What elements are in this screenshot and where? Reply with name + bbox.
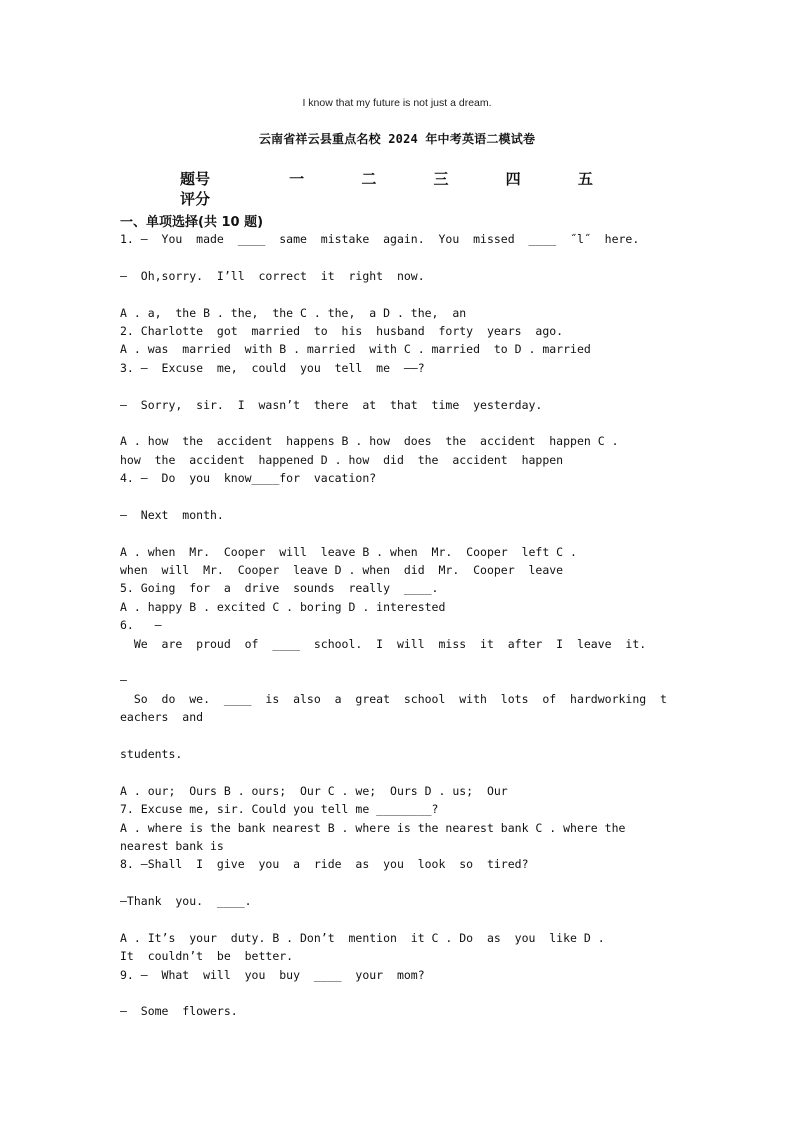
question-line: A . a, the B . the, the C . the, a D . the, an (120, 305, 467, 320)
question-line: — Next month. (120, 507, 224, 522)
question-line: It couldn’t be better. (120, 949, 294, 964)
question-line: 1. — You made ____ same mistake again. You missed ____ ˝l˝ here. (120, 232, 640, 246)
question-line: A . where is the bank nearest B . where is the nearest bank C . where the (120, 820, 626, 835)
question-line: 7. Excuse me, sir. Could you tell me ________? (120, 802, 439, 817)
question-line: 9. — What will you buy ____ your mom? (120, 967, 425, 982)
question-line: A . our; Ours B . ours; Our C . we; Ours D . us; Our (120, 783, 508, 798)
blank-line (120, 285, 680, 303)
blank-line (120, 984, 680, 1002)
question-line: 3. — Excuse me, could you tell me ——? (120, 360, 425, 375)
question-line: nearest bank is (120, 838, 224, 853)
question-line: 4. — Do you know____for vacation? (120, 471, 377, 486)
blank-line (120, 653, 680, 671)
question-line: 5. Going for a drive sounds really ____. (120, 581, 439, 596)
score-label: 评分 (180, 189, 211, 208)
blank-line (120, 727, 680, 745)
exam-title: 云南省祥云县重点名校 2024 年中考英语二模试卷 (258, 132, 536, 146)
section-title: 一、单项选择(共 10 题) (120, 215, 264, 230)
question-line: We are proud of ____ school. I will miss it after I leave it. (120, 636, 647, 651)
score-table-header-row (180, 168, 650, 188)
column-1: 一 (289, 169, 305, 188)
question-line: — (120, 673, 127, 688)
blank-line (120, 377, 680, 395)
question-line: — Some flowers. (120, 1004, 238, 1019)
blank-line (120, 248, 680, 266)
question-line: 6. — (120, 618, 162, 633)
question-line: — Oh,sorry. I’ll correct it right now. (120, 268, 425, 283)
column-4: 四 (505, 169, 521, 188)
question-line: A . happy B . excited C . boring D . interested (120, 599, 446, 614)
question-line: So do we. ____ is also a great school with lots of hardworking t (120, 691, 667, 706)
question-line: A . was married with B . married with C . married to D . married (120, 342, 591, 357)
blank-line (120, 524, 680, 542)
question-line: A . It’s your duty. B . Don’t mention it C . Do as you like D . (120, 930, 605, 945)
question-line: eachers and (120, 710, 204, 725)
column-3: 三 (433, 169, 449, 188)
page-motto: I know that my future is not just a dream. (302, 97, 492, 109)
score-table (180, 168, 650, 208)
question-line: students. (120, 746, 183, 761)
score-table-score-row (180, 188, 650, 208)
blank-line (120, 910, 680, 928)
question-line: A . how the accident happens B . how does the accident happen C . (120, 434, 619, 449)
column-5: 五 (577, 169, 593, 188)
blank-line (120, 414, 680, 432)
question-content (120, 230, 680, 1021)
question-line: A . when Mr. Cooper will leave B . when Mr. Cooper left C . (120, 544, 577, 559)
blank-line (120, 487, 680, 505)
question-line: how the accident happened D . how did the accident happen (120, 452, 564, 467)
blank-line (120, 874, 680, 892)
question-line: — Sorry, sir. I wasn’t there at that time yesterday. (120, 397, 543, 412)
question-line: 8. —Shall I give you a ride as you look so tired? (120, 857, 529, 872)
question-line: 2. Charlotte got married to his husband forty years ago. (120, 323, 564, 338)
question-number-label: 题号 (180, 169, 211, 188)
question-line: when will Mr. Cooper leave D . when did Mr. Cooper leave (120, 563, 564, 578)
column-2: 二 (361, 169, 377, 188)
blank-line (120, 763, 680, 781)
question-line: —Thank you. ____. (120, 894, 252, 909)
